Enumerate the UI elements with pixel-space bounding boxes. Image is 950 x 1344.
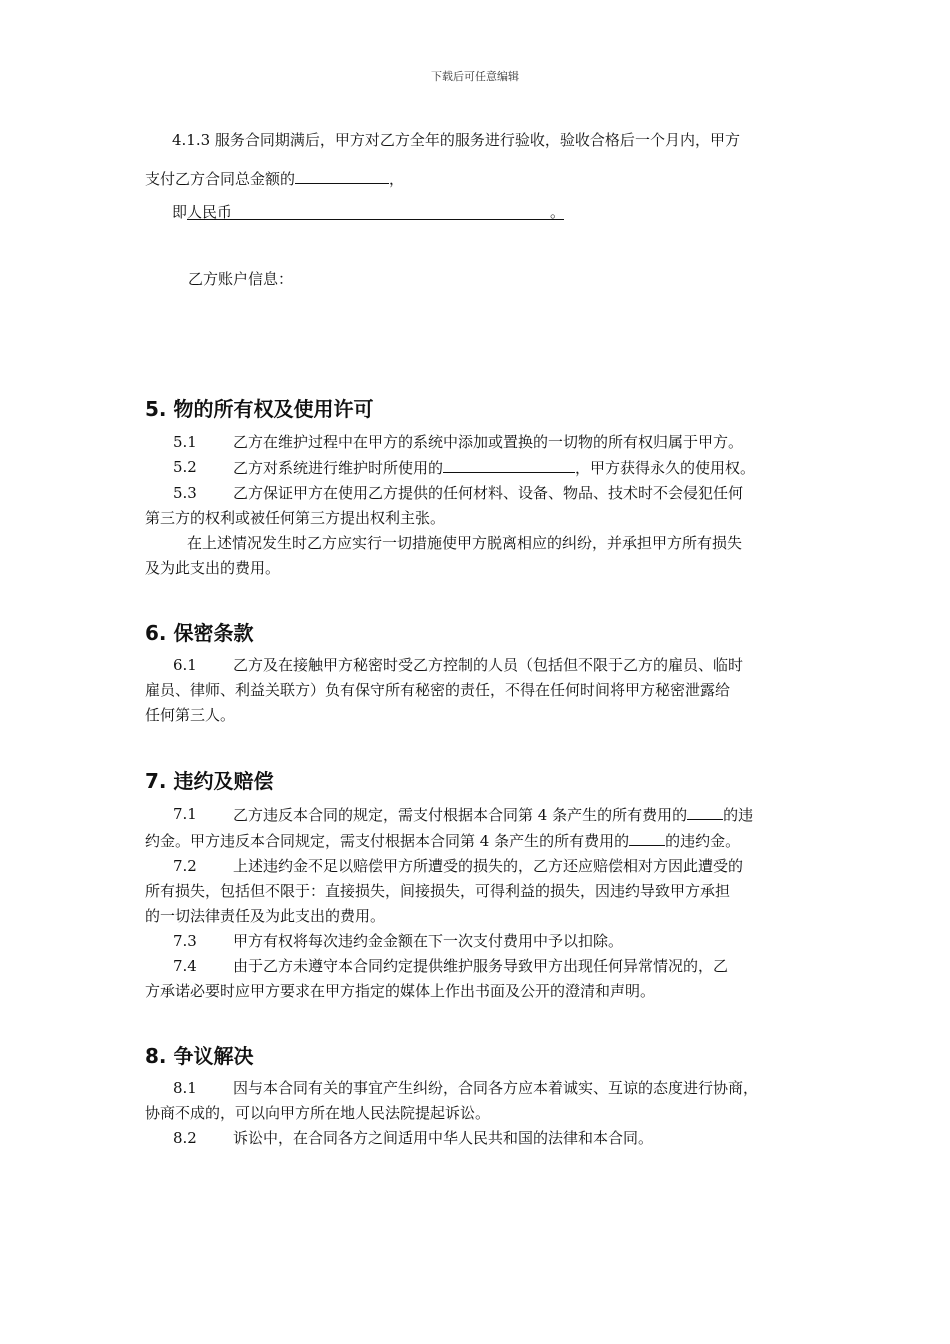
clause-number: 5.3 xyxy=(173,484,197,502)
clause-number: 8.1 xyxy=(173,1079,197,1097)
total-percent-blank xyxy=(295,166,389,184)
clause-number: 7.4 xyxy=(173,957,197,975)
clause-4-1-3-line3-text: 即 xyxy=(172,203,188,221)
clause-number: 5.2 xyxy=(173,458,197,476)
clause-7-1 xyxy=(145,802,815,828)
clause-7-2-cont2: 的一切法律责任及为此支出的费用。 xyxy=(145,907,386,925)
clause-text-b: 的违 xyxy=(723,806,754,824)
clause-text: 上述违约金不足以赔偿甲方所遭受的损失的，乙方还应赔偿相对方因此遭受的 xyxy=(233,857,744,875)
account-info-label: 乙方账户信息： xyxy=(188,270,294,288)
clause-text: 乙方对系统进行维护时所使用的 xyxy=(233,459,444,477)
clause-text: 乙方及在接触甲方秘密时受乙方控制的人员（包括但不限于乙方的雇员、临时 xyxy=(233,656,744,674)
clause-8-1 xyxy=(145,1076,815,1101)
section-6-body xyxy=(145,653,815,728)
clause-6-1-cont1: 雇员、律师、利益关联方）负有保守所有秘密的责任，不得在任何时间将甲方秘密泄露给 xyxy=(145,681,731,699)
clause-5-1 xyxy=(145,430,815,455)
section-8-body xyxy=(145,1076,815,1151)
clause-6-1-cont2: 任何第三人。 xyxy=(145,706,236,724)
penalty-blank-2 xyxy=(629,828,665,846)
clause-number: 5.1 xyxy=(173,433,197,451)
section-5-extra: 在上述情况发生时乙方应实行一切措施使甲方脱离相应的纠纷，并承担甲方所有损失 xyxy=(187,534,743,552)
clause-8-1-cont: 协商不成的，可以向甲方所在地人民法院提起诉讼。 xyxy=(145,1104,491,1122)
section-7-title: 7. 违约及赔偿 xyxy=(145,769,274,793)
clause-text: 乙方违反本合同的规定，需支付根据本合同第 4 条产生的所有费用的 xyxy=(233,806,688,824)
clause-7-2 xyxy=(145,854,815,879)
penalty-blank-1 xyxy=(687,802,723,820)
clause-number: 6.1 xyxy=(173,656,197,674)
clause-7-4 xyxy=(145,954,815,979)
clause-text: 因与本合同有关的事宜产生纠纷，合同各方应本着诚实、互谅的态度进行协商， xyxy=(233,1079,759,1097)
rmb-amount-blank xyxy=(187,202,564,220)
rmb-currency-label: 人民币 xyxy=(187,203,233,221)
clause-text: 由于乙方未遵守本合同约定提供维护服务导致甲方出现任何异常情况的，乙 xyxy=(233,957,729,975)
clause-4-1-3-line2 xyxy=(145,166,404,189)
page-header-note: 下载后可任意编辑 xyxy=(431,70,519,83)
clause-number: 8.2 xyxy=(173,1129,197,1147)
section-6-title: 6. 保密条款 xyxy=(145,621,254,645)
rmb-amount-end: 。 xyxy=(550,203,566,221)
material-blank xyxy=(443,455,575,473)
clause-number: 7.3 xyxy=(173,932,197,950)
clause-7-4-cont: 方承诺必要时应甲方要求在甲方指定的媒体上作出书面及公开的澄清和声明。 xyxy=(145,982,656,1000)
section-5-extra-cont: 及为此支出的费用。 xyxy=(145,559,281,577)
clause-7-1-cont xyxy=(145,828,815,854)
clause-4-1-3-line1: 4.1.3 服务合同期满后，甲方对乙方全年的服务进行验收，验收合格后一个月内，甲方 xyxy=(172,131,740,149)
clause-text: 诉讼中，在合同各方之间适用中华人民共和国的法律和本合同。 xyxy=(233,1129,654,1147)
clause-4-1-3-line3 xyxy=(172,202,564,222)
clause-5-3-cont: 第三方的权利或被任何第三方提出权利主张。 xyxy=(145,509,446,527)
clause-6-1 xyxy=(145,653,815,678)
clause-text-end: ，甲方获得永久的使用权。 xyxy=(575,459,756,477)
clause-number: 7.2 xyxy=(173,857,197,875)
section-5-title: 5. 物的所有权及使用许可 xyxy=(145,397,374,421)
clause-text-c: 约金。甲方违反本合同规定，需支付根据本合同第 4 条产生的所有费用的 xyxy=(145,832,630,850)
clause-text: 甲方有权将每次违约金金额在下一次支付费用中予以扣除。 xyxy=(233,932,624,950)
clause-4-1-3-line2-end: ， xyxy=(389,170,405,188)
clause-8-2 xyxy=(145,1126,815,1151)
section-5-body xyxy=(145,430,815,581)
clause-text-d: 的违约金。 xyxy=(665,832,741,850)
clause-text: 乙方保证甲方在使用乙方提供的任何材料、设备、物品、技术时不会侵犯任何 xyxy=(233,484,744,502)
clause-5-3 xyxy=(145,481,815,506)
clause-4-1-3-line2-text: 支付乙方合同总金额的 xyxy=(145,170,296,188)
clause-7-3 xyxy=(145,929,815,954)
section-7-body xyxy=(145,802,815,1004)
clause-number: 7.1 xyxy=(173,805,197,823)
section-8-title: 8. 争议解决 xyxy=(145,1044,254,1068)
clause-5-2 xyxy=(145,455,815,481)
clause-text: 乙方在维护过程中在甲方的系统中添加或置换的一切物的所有权归属于甲方。 xyxy=(233,433,744,451)
clause-7-2-cont1: 所有损失，包括但不限于：直接损失，间接损失，可得利益的损失，因违约导致甲方承担 xyxy=(145,882,731,900)
